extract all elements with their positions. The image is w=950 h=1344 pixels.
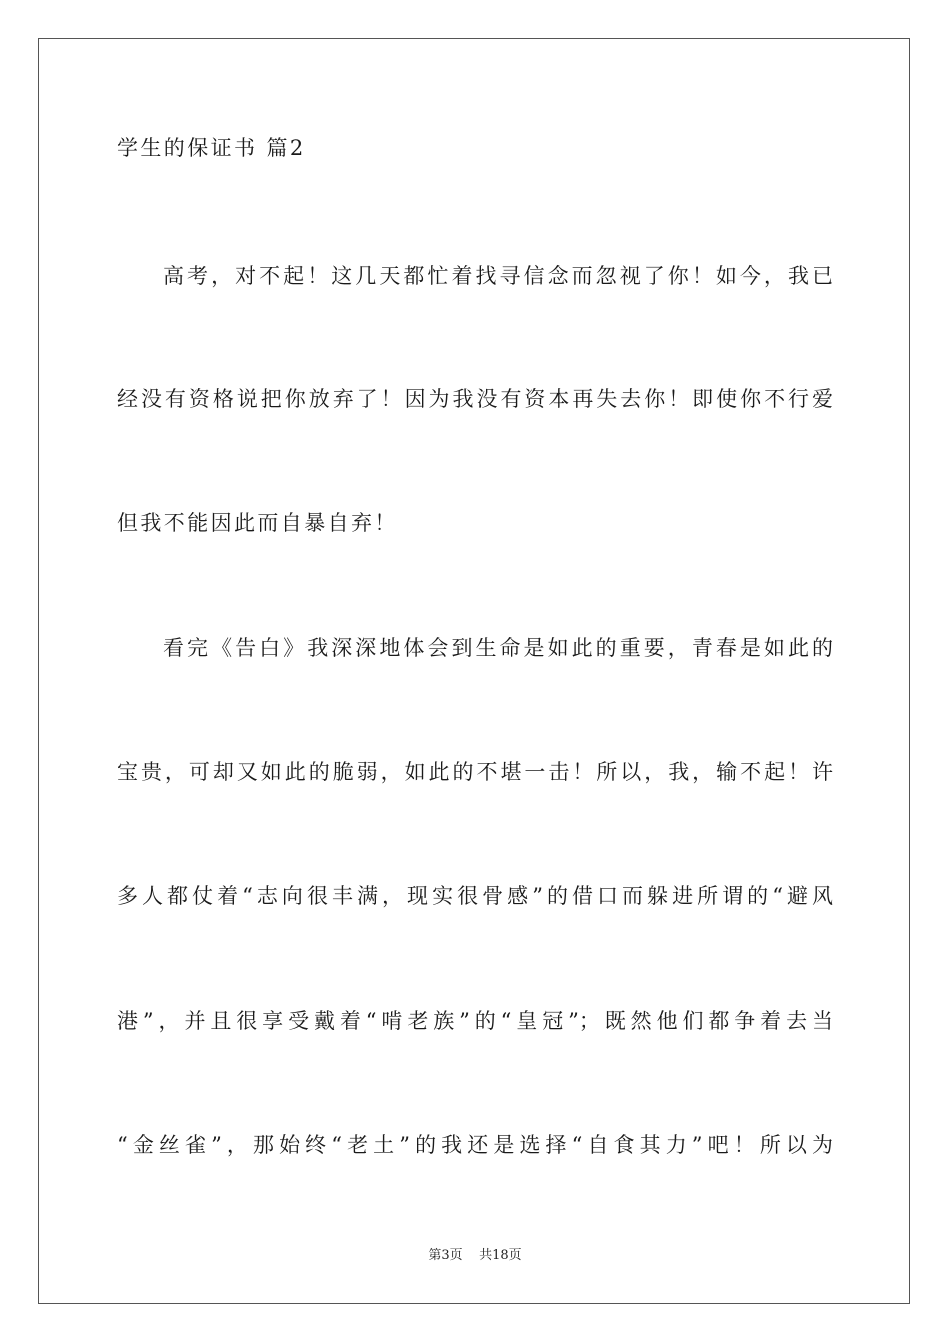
page-total: 共18页 [479, 1248, 522, 1263]
paragraph-line: 但我不能因此而自暴自弃！ [117, 511, 398, 535]
paragraph-line: 多人都仗着“志向很丰满，现实很骨感”的借口而躲进所谓的“避风 [117, 884, 833, 908]
paragraph-line: 港”，并且很享受戴着“啃老族”的“皇冠”；既然他们都争着去当 [117, 1009, 833, 1033]
page-footer [0, 1247, 950, 1265]
paragraph-line: 经没有资格说把你放弃了！因为我没有资本再失去你！即使你不行爱 [117, 387, 833, 411]
paragraph-line: 宝贵，可却又如此的脆弱，如此的不堪一击！所以，我，输不起！许 [117, 760, 833, 784]
paragraph-line: 看完《告白》我深深地体会到生命是如此的重要，青春是如此的 [163, 636, 833, 660]
page-number: 第3页 [428, 1248, 463, 1263]
paragraph-line: 高考，对不起！这几天都忙着找寻信念而忽视了你！如今，我已 [163, 264, 833, 288]
paragraph-line: “金丝雀”，那始终“老土”的我还是选择“自食其力”吧！所以为 [117, 1133, 833, 1157]
page-border [38, 38, 910, 1304]
section-heading: 学生的保证书 篇2 [117, 136, 306, 160]
